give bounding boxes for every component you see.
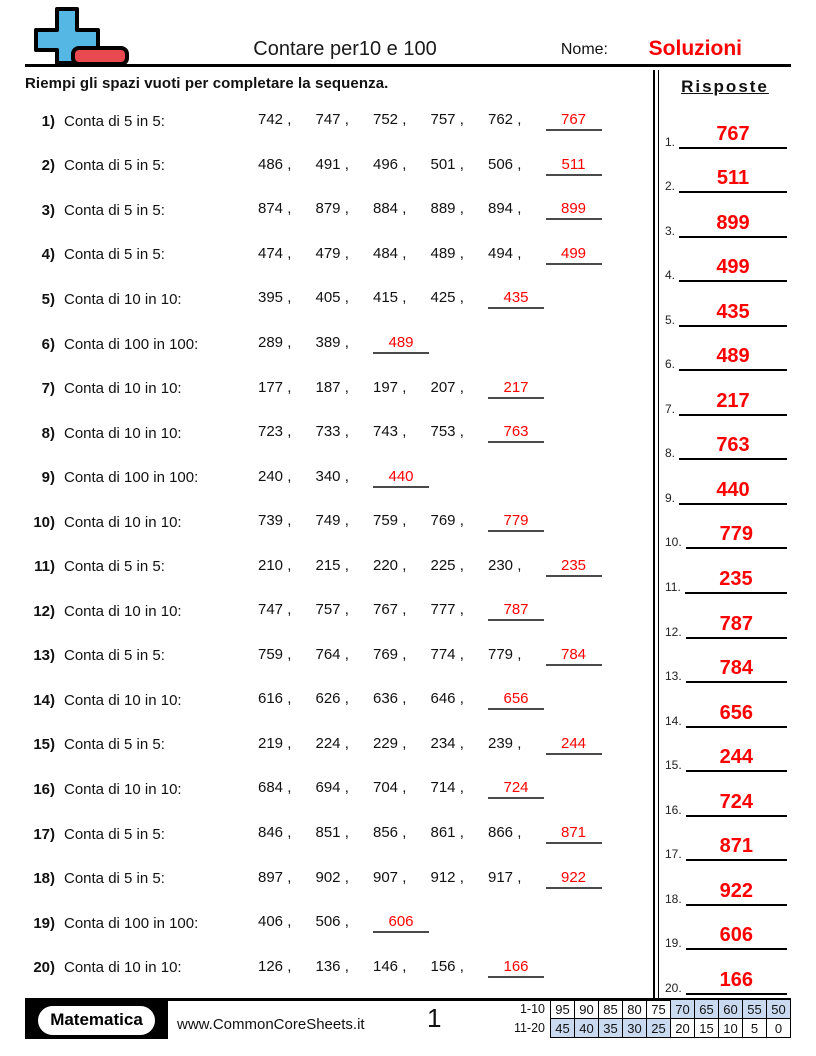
- answer-row: [659, 642, 791, 687]
- problem-number: 5): [41, 290, 55, 308]
- problem-number: 18): [33, 870, 55, 888]
- sequence-term: 759 ,: [373, 512, 407, 530]
- problem-answer: 440: [373, 468, 429, 488]
- problem-label: Conta di 100 in 100:: [64, 469, 199, 487]
- sequence-term: 874 ,: [258, 200, 292, 218]
- sequence-term: 225 ,: [430, 556, 464, 574]
- answer-row: [659, 909, 791, 954]
- problem-row: [25, 188, 653, 233]
- problem-number: 19): [33, 914, 55, 932]
- problem-row: [25, 277, 653, 322]
- score-cell: 35: [599, 1019, 623, 1038]
- problem-sequence: [258, 735, 602, 755]
- sequence-term: 474 ,: [258, 244, 292, 262]
- sequence-term: 395 ,: [258, 289, 292, 307]
- answer-value: 606: [686, 925, 787, 950]
- problem-sequence: [258, 646, 602, 666]
- score-row: [511, 1019, 791, 1038]
- header: [25, 0, 791, 67]
- answer-number: 14.: [665, 713, 682, 728]
- answer-list: [659, 107, 791, 998]
- answer-value: 763: [679, 435, 787, 460]
- problem-label: Conta di 10 in 10:: [64, 513, 182, 531]
- sequence-term: 415 ,: [373, 289, 407, 307]
- answer-row: [659, 241, 791, 286]
- sequence-term: 694 ,: [315, 779, 349, 797]
- problem-row: [25, 500, 653, 545]
- problem-label: Conta di 5 in 5:: [64, 246, 165, 264]
- sequence-term: 626 ,: [315, 690, 349, 708]
- problem-label: Conta di 5 in 5:: [64, 112, 165, 130]
- sequence-term: 769 ,: [373, 645, 407, 663]
- sequence-term: 861 ,: [430, 824, 464, 842]
- sequence-term: 234 ,: [430, 734, 464, 752]
- problem-label: Conta di 10 in 10:: [64, 380, 182, 398]
- answer-number: 11.: [665, 580, 681, 595]
- answer-row: [659, 864, 791, 909]
- sequence-term: 210 ,: [258, 556, 292, 574]
- problem-answer: 435: [488, 289, 544, 309]
- score-cell: 40: [575, 1019, 599, 1038]
- sequence-term: 136 ,: [315, 957, 349, 975]
- sequence-term: 704 ,: [373, 779, 407, 797]
- sequence-term: 907 ,: [373, 868, 407, 886]
- problem-label: Conta di 100 in 100:: [64, 335, 199, 353]
- sequence-term: 714 ,: [430, 779, 464, 797]
- sequence-term: 636 ,: [373, 690, 407, 708]
- answer-number: 6.: [665, 357, 676, 372]
- problem-sequence: [258, 824, 602, 844]
- sequence-term: 769 ,: [430, 512, 464, 530]
- problem-sequence: [258, 156, 602, 176]
- sequence-term: 747 ,: [315, 111, 349, 129]
- problem-answer: 724: [488, 779, 544, 799]
- answer-row: [659, 285, 791, 330]
- sequence-term: 207 ,: [430, 378, 464, 396]
- sequence-term: 239 ,: [488, 734, 522, 752]
- problem-answer: 235: [546, 557, 602, 577]
- score-row: [511, 1000, 791, 1019]
- answer-value: 166: [686, 970, 787, 995]
- score-cell: 85: [599, 1000, 623, 1019]
- sequence-term: 749 ,: [315, 512, 349, 530]
- problem-number: 17): [33, 825, 55, 843]
- sequence-term: 340 ,: [315, 467, 349, 485]
- sequence-term: 757 ,: [315, 601, 349, 619]
- answer-value: 787: [686, 614, 787, 639]
- answer-value: 489: [679, 346, 787, 371]
- problem-label: Conta di 100 in 100:: [64, 914, 199, 932]
- problem-row: [25, 544, 653, 589]
- score-cell: 15: [695, 1019, 719, 1038]
- sequence-term: 240 ,: [258, 467, 292, 485]
- score-cell: 30: [623, 1019, 647, 1038]
- score-row-label: 1-10: [519, 1002, 545, 1016]
- subject-label: Matematica: [38, 1006, 155, 1035]
- sequence-term: 762 ,: [488, 111, 522, 129]
- answer-number: 13.: [665, 669, 682, 684]
- sequence-term: 501 ,: [430, 155, 464, 173]
- problem-label: Conta di 5 in 5:: [64, 201, 165, 219]
- sequence-term: 146 ,: [373, 957, 407, 975]
- answer-row: [659, 731, 791, 776]
- answer-number: 16.: [665, 802, 682, 817]
- answer-number: 1.: [665, 134, 676, 149]
- sequence-term: 912 ,: [430, 868, 464, 886]
- sequence-term: 177 ,: [258, 378, 292, 396]
- score-cell: 10: [719, 1019, 743, 1038]
- problem-label: Conta di 10 in 10:: [64, 424, 182, 442]
- answer-number: 10.: [665, 535, 682, 550]
- problem-answer: 499: [546, 245, 602, 265]
- score-cell: 75: [647, 1000, 671, 1019]
- problem-sequence: [258, 557, 602, 577]
- answer-value: 435: [679, 302, 787, 327]
- answer-row: [659, 330, 791, 375]
- content: [25, 70, 791, 998]
- sequence-term: 851 ,: [315, 824, 349, 842]
- answer-number: 20.: [665, 980, 682, 995]
- sequence-term: 894 ,: [488, 200, 522, 218]
- name-value-solutions: Soluzioni: [648, 37, 742, 60]
- problem-number: 20): [33, 959, 55, 977]
- problem-answer: 779: [488, 512, 544, 532]
- score-cell: 80: [623, 1000, 647, 1019]
- sequence-term: 846 ,: [258, 824, 292, 842]
- answer-number: 5.: [665, 312, 676, 327]
- sequence-term: 496 ,: [373, 155, 407, 173]
- problem-sequence: [258, 245, 602, 265]
- website-text: www.CommonCoreSheets.it: [177, 1016, 365, 1033]
- answer-row: [659, 686, 791, 731]
- problem-row: [25, 322, 653, 367]
- sequence-term: 779 ,: [488, 645, 522, 663]
- problem-row: [25, 366, 653, 411]
- sequence-term: 884 ,: [373, 200, 407, 218]
- problem-number: 3): [41, 201, 55, 219]
- problem-sequence: [258, 289, 544, 309]
- problem-sequence: [258, 958, 544, 978]
- problem-sequence: [258, 779, 544, 799]
- problem-row: [25, 99, 653, 144]
- answer-value: 871: [686, 836, 787, 861]
- sequence-term: 723 ,: [258, 423, 292, 441]
- problem-number: 1): [41, 112, 55, 130]
- problem-sequence: [258, 111, 602, 131]
- sequence-term: 684 ,: [258, 779, 292, 797]
- sequence-term: 743 ,: [373, 423, 407, 441]
- sequence-term: 747 ,: [258, 601, 292, 619]
- score-cell: 70: [671, 1000, 695, 1019]
- problem-answer: 166: [488, 958, 544, 978]
- answer-value: 656: [686, 703, 787, 728]
- sequence-term: 489 ,: [430, 244, 464, 262]
- answer-number: 18.: [665, 891, 682, 906]
- score-cell: 90: [575, 1000, 599, 1019]
- problem-row: [25, 589, 653, 634]
- answer-row: [659, 820, 791, 865]
- problem-number: 2): [41, 157, 55, 175]
- problem-label: Conta di 10 in 10:: [64, 780, 182, 798]
- answer-value: 244: [686, 747, 787, 772]
- problem-label: Conta di 5 in 5:: [64, 157, 165, 175]
- answer-value: 440: [679, 480, 787, 505]
- problem-number: 9): [41, 469, 55, 487]
- score-grid: [511, 999, 792, 1038]
- answer-value: 499: [679, 257, 787, 282]
- problem-row: [25, 144, 653, 189]
- problem-label: Conta di 5 in 5:: [64, 647, 165, 665]
- problem-label: Conta di 10 in 10:: [64, 290, 182, 308]
- sequence-term: 742 ,: [258, 111, 292, 129]
- problem-answer: 217: [488, 379, 544, 399]
- answer-row: [659, 953, 791, 998]
- problem-label: Conta di 5 in 5:: [64, 736, 165, 754]
- problem-label: Conta di 10 in 10:: [64, 602, 182, 620]
- footer: [25, 998, 791, 1043]
- sequence-term: 753 ,: [430, 423, 464, 441]
- problem-number: 6): [41, 335, 55, 353]
- sequence-term: 752 ,: [373, 111, 407, 129]
- sequence-term: 224 ,: [315, 734, 349, 752]
- problem-sequence: [258, 869, 602, 889]
- problem-answer: 511: [546, 156, 602, 176]
- sequence-term: 917 ,: [488, 868, 522, 886]
- problem-sequence: [258, 690, 544, 710]
- problem-row: [25, 634, 653, 679]
- answer-row: [659, 196, 791, 241]
- problem-answer: 922: [546, 869, 602, 889]
- sequence-term: 616 ,: [258, 690, 292, 708]
- score-cell: 65: [695, 1000, 719, 1019]
- problem-label: Conta di 5 in 5:: [64, 825, 165, 843]
- answer-row: [659, 775, 791, 820]
- problem-sequence: [258, 512, 544, 532]
- sequence-term: 777 ,: [430, 601, 464, 619]
- problem-number: 14): [33, 691, 55, 709]
- sequence-term: 126 ,: [258, 957, 292, 975]
- sequence-term: 156 ,: [430, 957, 464, 975]
- score-cell: 0: [767, 1019, 791, 1038]
- sequence-term: 767 ,: [373, 601, 407, 619]
- problem-label: Conta di 10 in 10:: [64, 959, 182, 977]
- problem-list: [25, 99, 653, 990]
- problem-answer: 763: [488, 423, 544, 443]
- sequence-term: 889 ,: [430, 200, 464, 218]
- problem-number: 4): [41, 246, 55, 264]
- answer-value: 779: [686, 524, 787, 549]
- sequence-term: 506 ,: [488, 155, 522, 173]
- score-cell: 45: [551, 1019, 575, 1038]
- problem-number: 12): [33, 602, 55, 620]
- problem-sequence: [258, 601, 544, 621]
- sequence-term: 759 ,: [258, 645, 292, 663]
- problem-row: [25, 767, 653, 812]
- sequence-term: 733 ,: [315, 423, 349, 441]
- sequence-term: 187 ,: [315, 378, 349, 396]
- sequence-term: 479 ,: [315, 244, 349, 262]
- sequence-term: 494 ,: [488, 244, 522, 262]
- answer-number: 17.: [665, 847, 682, 862]
- sequence-term: 389 ,: [315, 334, 349, 351]
- sequence-term: 897 ,: [258, 868, 292, 886]
- score-table: [511, 999, 792, 1038]
- answer-row: [659, 463, 791, 508]
- instruction-text: Riempi gli spazi vuoti per completare la sequenza.: [25, 75, 389, 92]
- page-number: 1: [427, 1003, 442, 1033]
- answer-row: [659, 107, 791, 152]
- page-title: Contare per10 e 100: [253, 38, 437, 60]
- problem-number: 13): [33, 647, 55, 665]
- answer-row: [659, 508, 791, 553]
- problem-number: 16): [33, 780, 55, 798]
- sequence-term: 774 ,: [430, 645, 464, 663]
- answer-number: 3.: [665, 223, 676, 238]
- answer-number: 19.: [665, 936, 682, 951]
- answer-number: 9.: [665, 490, 676, 505]
- problem-answer: 606: [373, 913, 429, 933]
- answers-column: [658, 70, 791, 998]
- subject-badge: [25, 1001, 168, 1039]
- sequence-term: 406 ,: [258, 913, 292, 931]
- problem-number: 8): [41, 424, 55, 442]
- answer-number: 7.: [665, 401, 676, 416]
- answer-value: 511: [679, 168, 787, 193]
- answer-number: 4.: [665, 268, 676, 283]
- sequence-term: 486 ,: [258, 155, 292, 173]
- answer-value: 899: [679, 213, 787, 238]
- problem-row: [25, 411, 653, 456]
- problem-row: [25, 945, 653, 990]
- sequence-term: 879 ,: [315, 200, 349, 218]
- problem-sequence: [258, 913, 429, 933]
- problem-row: [25, 455, 653, 500]
- problem-row: [25, 678, 653, 723]
- problems-column: [25, 70, 655, 998]
- problem-answer: 489: [373, 334, 429, 354]
- score-cell: 20: [671, 1019, 695, 1038]
- sequence-term: 739 ,: [258, 512, 292, 530]
- problem-sequence: [258, 200, 602, 220]
- problem-answer: 899: [546, 200, 602, 220]
- problem-label: Conta di 5 in 5:: [64, 870, 165, 888]
- answer-number: 2.: [665, 179, 676, 194]
- problem-row: [25, 723, 653, 768]
- problem-sequence: [258, 379, 544, 399]
- problem-row: [25, 901, 653, 946]
- sequence-term: 866 ,: [488, 824, 522, 842]
- problem-answer: 656: [488, 690, 544, 710]
- answer-row: [659, 374, 791, 419]
- problem-row: [25, 856, 653, 901]
- answer-row: [659, 152, 791, 197]
- score-cell: 50: [767, 1000, 791, 1019]
- problem-number: 10): [33, 513, 55, 531]
- sequence-term: 856 ,: [373, 824, 407, 842]
- sequence-term: 764 ,: [315, 645, 349, 663]
- sequence-term: 757 ,: [430, 111, 464, 129]
- problem-number: 7): [41, 380, 55, 398]
- sequence-term: 405 ,: [315, 289, 349, 307]
- answer-row: [659, 552, 791, 597]
- score-cell: 25: [647, 1019, 671, 1038]
- problem-answer: 871: [546, 824, 602, 844]
- sequence-term: 215 ,: [315, 556, 349, 574]
- problem-number: 11): [34, 558, 55, 576]
- problem-answer: 787: [488, 601, 544, 621]
- name-label: Nome:: [560, 41, 608, 58]
- sequence-term: 220 ,: [373, 556, 407, 574]
- score-cell: 55: [743, 1000, 767, 1019]
- answer-value: 724: [686, 792, 787, 817]
- answer-value: 784: [686, 658, 787, 683]
- score-cell: 60: [719, 1000, 743, 1019]
- sequence-term: 219 ,: [258, 734, 292, 752]
- sequence-term: 491 ,: [315, 155, 349, 173]
- answers-title: Risposte: [681, 77, 769, 96]
- answer-value: 922: [686, 881, 787, 906]
- sequence-term: 229 ,: [373, 734, 407, 752]
- score-cell: 95: [551, 1000, 575, 1019]
- sequence-term: 506 ,: [315, 913, 349, 931]
- sequence-term: 197 ,: [373, 378, 407, 396]
- problem-answer: 244: [546, 735, 602, 755]
- sequence-term: 289 ,: [258, 334, 292, 351]
- sequence-term: 646 ,: [430, 690, 464, 708]
- problem-label: Conta di 10 in 10:: [64, 691, 182, 709]
- problem-answer: 784: [546, 646, 602, 666]
- answer-value: 217: [679, 391, 787, 416]
- score-row-label: 11-20: [513, 1021, 545, 1035]
- answer-value: 235: [685, 569, 787, 594]
- sequence-term: 425 ,: [430, 289, 464, 307]
- sequence-term: 484 ,: [373, 244, 407, 262]
- problem-sequence: [258, 423, 544, 443]
- answer-number: 12.: [665, 624, 682, 639]
- score-cell: 5: [743, 1019, 767, 1038]
- answer-row: [659, 597, 791, 642]
- problem-sequence: [258, 334, 429, 354]
- answer-row: [659, 419, 791, 464]
- problem-row: [25, 233, 653, 278]
- problem-answer: 767: [546, 111, 602, 131]
- answer-number: 8.: [665, 446, 676, 461]
- sequence-term: 230 ,: [488, 556, 522, 574]
- sequence-term: 902 ,: [315, 868, 349, 886]
- problem-label: Conta di 5 in 5:: [64, 558, 165, 576]
- problem-sequence: [258, 468, 429, 488]
- answer-number: 15.: [665, 758, 682, 773]
- problem-row: [25, 812, 653, 857]
- answer-value: 767: [679, 124, 787, 149]
- problem-number: 15): [33, 736, 55, 754]
